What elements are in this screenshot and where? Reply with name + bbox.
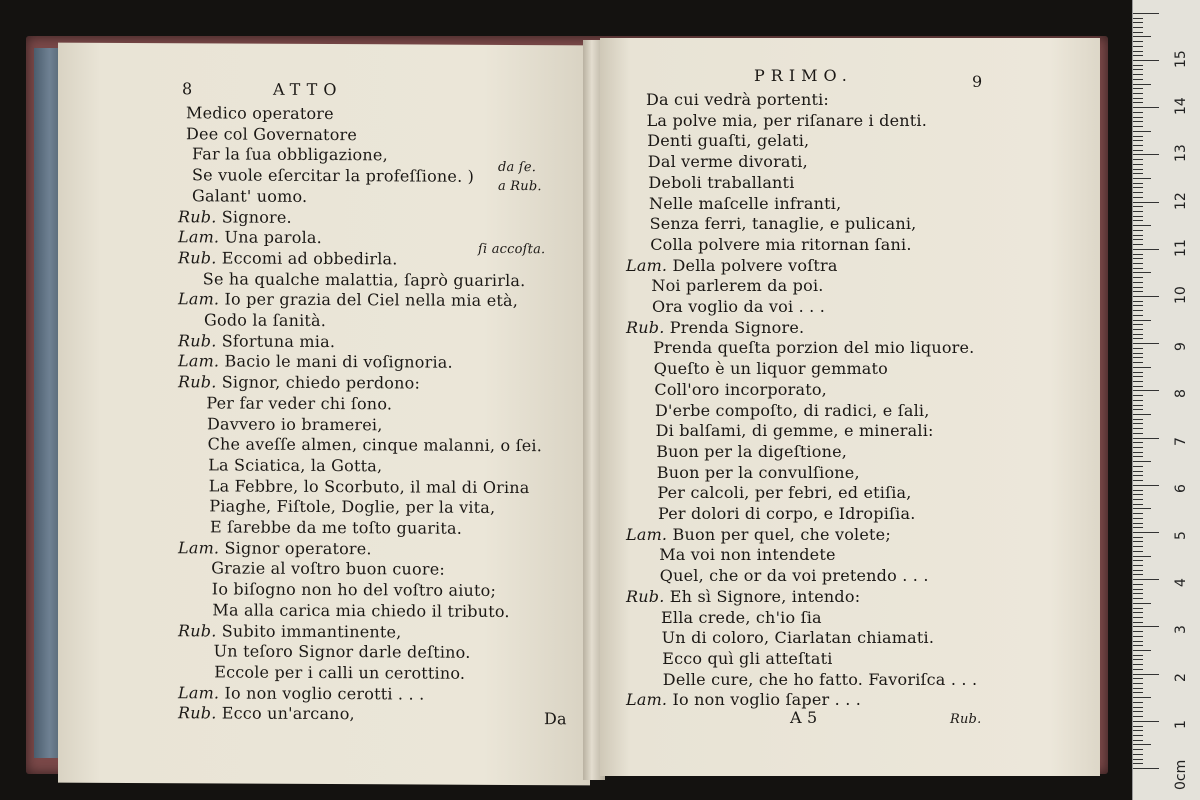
ruler-tick [1133, 692, 1143, 693]
running-head: ATTO [273, 79, 343, 100]
ruler-tick [1133, 320, 1151, 321]
ruler-tick [1133, 508, 1151, 509]
ruler-tick [1133, 763, 1143, 764]
ruler-tick [1133, 589, 1143, 590]
ruler-tick [1133, 386, 1143, 387]
ruler-tick [1133, 565, 1143, 566]
ruler-tick [1133, 754, 1143, 755]
catchword: Da [544, 709, 567, 729]
ruler-tick [1133, 310, 1143, 311]
ruler-tick [1133, 744, 1151, 745]
ruler-tick [1133, 69, 1143, 70]
scale-ruler [1132, 0, 1200, 800]
ruler-tick [1133, 433, 1143, 434]
page-number: 8 [182, 79, 199, 99]
text-line: Lam. Io non voglio cerotti . . . [178, 682, 425, 704]
ruler-tick [1133, 348, 1143, 349]
ruler-tick [1133, 608, 1143, 609]
text-line: Rub. Eh sì Signore, intendo: [626, 586, 861, 606]
text-line: Rub. Sfortuna mia. [178, 330, 336, 351]
ruler-tick [1133, 98, 1143, 99]
ruler-tick [1133, 579, 1159, 580]
text-line: Quel, che or da voi pretendo . . . [659, 566, 929, 586]
ruler-tick [1133, 631, 1143, 632]
ruler-tick [1133, 711, 1143, 712]
ruler-tick [1133, 84, 1151, 85]
ruler-tick [1133, 367, 1151, 368]
text-line: Per calcoli, per febri, ed etiſia, [657, 483, 912, 503]
text-line: Se ha qualche malattia, ſaprò guarirla. [202, 268, 526, 290]
ruler-tick [1133, 428, 1143, 429]
ruler-tick [1133, 551, 1143, 552]
ruler-tick [1133, 726, 1143, 727]
text-line: Eccole per i calli un cerottino. [214, 662, 466, 683]
ruler-tick [1133, 405, 1143, 406]
ruler-tick [1133, 287, 1143, 288]
ruler-tick [1133, 683, 1143, 684]
ruler-tick [1133, 466, 1143, 467]
text-line: Ma voi non intendete [659, 545, 836, 565]
ruler-tick [1133, 409, 1143, 410]
ruler-tick [1133, 636, 1143, 637]
ruler-tick [1133, 169, 1143, 170]
ruler-tick [1133, 263, 1143, 264]
ruler-tick [1133, 18, 1143, 19]
ruler-tick [1133, 112, 1143, 113]
ruler-tick [1133, 513, 1143, 514]
ruler-tick [1133, 244, 1143, 245]
ruler-label: 13 [1173, 144, 1189, 163]
text-line: Lam. Io per grazia del Ciel nella mia età, [178, 289, 519, 311]
ruler-tick [1133, 523, 1143, 524]
ruler-tick [1133, 353, 1143, 354]
ruler-tick [1133, 626, 1159, 627]
text-line: Dee col Governatore [186, 123, 358, 144]
text-line: Rub. Eccomi ad obbedirla. [178, 248, 398, 269]
ruler-tick [1133, 154, 1159, 155]
ruler-tick [1133, 593, 1143, 594]
text-line: Rub. Signore. [178, 206, 292, 227]
ruler-tick [1133, 334, 1143, 335]
ruler-tick [1133, 504, 1143, 505]
ruler-tick [1133, 438, 1159, 439]
ruler-tick [1133, 447, 1143, 448]
ruler-tick [1133, 768, 1159, 769]
ruler-tick [1133, 490, 1143, 491]
ruler-tick [1133, 202, 1159, 203]
text-line: Ma alla carica mia chiedo il tributo. [212, 600, 510, 621]
ruler-tick [1133, 324, 1143, 325]
text-line: Delle cure, che ho fatto. Favoriſca . . . [662, 669, 978, 689]
ruler-tick [1133, 88, 1143, 89]
ruler-tick [1133, 173, 1143, 174]
ruler-tick [1133, 362, 1143, 363]
ruler-label: 7 [1173, 436, 1189, 446]
ruler-tick [1133, 291, 1143, 292]
ruler-tick [1133, 442, 1143, 443]
ruler-label: 4 [1173, 578, 1189, 588]
ruler-tick [1133, 150, 1143, 151]
ruler-tick [1133, 225, 1151, 226]
ruler-tick [1133, 220, 1143, 221]
ruler-tick [1133, 60, 1159, 61]
ruler-tick [1133, 659, 1143, 660]
ruler-tick [1133, 121, 1143, 122]
catchword: Rub. [950, 712, 982, 727]
text-line: Buon per la convulſione, [656, 462, 860, 482]
ruler-tick [1133, 598, 1143, 599]
stage-direction: ſi accoſta. [478, 241, 546, 258]
stage-direction: a Rub. [498, 178, 542, 195]
ruler-tick [1133, 79, 1143, 80]
ruler-label: 6 [1173, 483, 1189, 493]
text-line: Prenda queſta porzion del mio liquore. [653, 338, 975, 358]
ruler-tick [1133, 41, 1143, 42]
ruler-tick [1133, 338, 1143, 339]
ruler-tick [1133, 381, 1143, 382]
text-line: Davvero io bramerei, [207, 413, 383, 434]
ruler-tick [1133, 641, 1143, 642]
blue-endpaper-edge [34, 48, 60, 758]
ruler-tick [1133, 452, 1143, 453]
ruler-tick [1133, 716, 1143, 717]
ruler-tick [1133, 211, 1143, 212]
ruler-tick [1133, 197, 1143, 198]
ruler-tick [1133, 296, 1159, 297]
ruler-tick [1133, 305, 1143, 306]
ruler-tick [1133, 541, 1143, 542]
ruler-tick [1133, 650, 1151, 651]
ruler-tick [1133, 183, 1143, 184]
ruler-tick [1133, 674, 1159, 675]
left-page [58, 43, 590, 786]
ruler-tick [1133, 499, 1143, 500]
ruler-tick [1133, 390, 1159, 391]
ruler-tick [1133, 102, 1143, 103]
ruler-tick [1133, 126, 1143, 127]
ruler-tick [1133, 740, 1143, 741]
ruler-label: 9 [1173, 342, 1189, 352]
ruler-tick [1133, 480, 1143, 481]
text-line: Coll'oro incorporato, [654, 379, 827, 399]
ruler-tick [1133, 461, 1151, 462]
ruler-tick [1133, 584, 1143, 585]
ruler-tick [1133, 329, 1143, 330]
ruler-tick [1133, 556, 1151, 557]
ruler-tick [1133, 65, 1143, 66]
text-line: Lam. Buon per quel, che volete; [626, 524, 891, 544]
running-head: PRIMO. [754, 66, 853, 85]
text-line: Che aveſſe almen, cinque malanni, o ſei. [207, 434, 542, 456]
text-line: La Sciatica, la Gotta, [208, 455, 383, 476]
text-line: Rub. Subito immantinente, [178, 620, 402, 641]
right-page [600, 38, 1100, 776]
ruler-tick [1133, 688, 1143, 689]
text-line: Queſto è un liquor gemmato [653, 359, 889, 379]
ruler-tick [1133, 730, 1143, 731]
ruler-tick [1133, 357, 1143, 358]
text-line: La Febbre, lo Scorbuto, il mal di Orina [208, 475, 530, 497]
ruler-tick [1133, 32, 1143, 33]
ruler-tick [1133, 485, 1159, 486]
text-line: Galant' uomo. [192, 186, 308, 206]
stage-direction: da ſe. [498, 159, 537, 176]
ruler-tick [1133, 414, 1151, 415]
text-line: Rub. Ecco un'arcano, [178, 703, 355, 724]
ruler-tick [1133, 721, 1159, 722]
ruler-tick [1133, 192, 1143, 193]
ruler-tick [1133, 603, 1151, 604]
text-line: Per dolori di corpo, e Idropiſia. [658, 504, 916, 523]
ruler-label: 14 [1173, 97, 1189, 116]
text-line: Lam. Signor operatore. [178, 537, 372, 558]
ruler-tick [1133, 527, 1143, 528]
ruler-tick [1133, 532, 1159, 533]
ruler-label: 5 [1173, 531, 1189, 540]
ruler-tick [1133, 471, 1143, 472]
ruler-tick [1133, 249, 1159, 250]
ruler-tick [1133, 655, 1143, 656]
text-line: Lam. Io non voglio ſaper . . . [626, 690, 862, 710]
ruler-tick [1133, 282, 1143, 283]
ruler-tick [1133, 456, 1143, 457]
ruler-tick [1133, 749, 1143, 750]
ruler-tick [1133, 22, 1143, 23]
text-line: D'erbe compoſto, di radici, e ſali, [655, 400, 930, 420]
text-line: Di balſami, di gemme, e minerali: [655, 421, 934, 441]
ruler-tick [1133, 518, 1143, 519]
ruler-tick [1133, 537, 1143, 538]
text-line: Piaghe, Fiſtole, Doglie, per la vita, [209, 496, 496, 518]
text-line: Medico operatore [186, 103, 334, 124]
text-line: Buon per la digeſtione, [656, 441, 848, 461]
text-line: Grazie al voſtro buon cuore: [211, 558, 445, 580]
text-line: Lam. Della polvere voſtra [626, 255, 838, 275]
text-line: Deboli traballanti [648, 172, 795, 192]
ruler-label: 11 [1173, 238, 1189, 257]
signature-mark: A 5 [790, 708, 818, 727]
text-line: Ora voglio da voi . . . [652, 297, 826, 316]
ruler-tick [1133, 570, 1143, 571]
ruler-tick [1133, 27, 1143, 28]
ruler-tick [1133, 707, 1143, 708]
ruler-tick [1133, 376, 1143, 377]
ruler-tick [1133, 400, 1143, 401]
ruler-tick [1133, 239, 1143, 240]
ruler-tick [1133, 136, 1143, 137]
text-line: Lam. Una parola. [178, 227, 322, 248]
text-line: E ſarebbe da me toſto guarita. [210, 517, 463, 538]
text-line: Per far veder chi ſono. [206, 393, 393, 414]
text-line: Un teſoro Signor darle deſtino. [213, 641, 471, 662]
text-line: Dal verme divorati, [647, 152, 808, 172]
page-number: 9 [972, 72, 989, 91]
text-line: Noi parlerem da poi. [651, 276, 824, 296]
text-line: Rub. Prenda Signore. [626, 317, 805, 337]
ruler-tick [1133, 423, 1143, 424]
ruler-label: 2 [1173, 672, 1189, 682]
ruler-label: 1 [1173, 719, 1189, 729]
ruler-tick [1133, 216, 1143, 217]
text-line: Nelle maſcelle infranti, [649, 193, 842, 213]
ruler-tick [1133, 546, 1143, 547]
ruler-tick [1133, 235, 1143, 236]
text-line: Ecco quì gli atteſtati [662, 648, 833, 668]
ruler-label: 3 [1173, 625, 1189, 635]
text-line: Se vuole eſercitar la profeſſione. ) [192, 165, 475, 186]
ruler-label: 0cm [1173, 759, 1189, 790]
ruler-tick [1133, 277, 1143, 278]
ruler-tick [1133, 475, 1143, 476]
ruler-tick [1133, 13, 1159, 14]
ruler-tick [1133, 55, 1143, 56]
ruler-tick [1133, 617, 1143, 618]
text-line: Godo la ſanità. [204, 310, 327, 331]
ruler-tick [1133, 343, 1159, 344]
ruler-tick [1133, 268, 1143, 269]
text-line: Da cui vedrà portenti: [646, 90, 830, 109]
ruler-tick [1133, 645, 1143, 646]
text-line: Colla polvere mia ritornan ſani. [650, 234, 912, 254]
text-line: Io biſogno non ho del voſtro aiuto; [211, 579, 497, 600]
ruler-tick [1133, 164, 1143, 165]
ruler-label: 10 [1173, 286, 1189, 304]
ruler-tick [1133, 272, 1151, 273]
text-line: Senza ferri, tanaglie, e pulicani, [649, 214, 917, 234]
ruler-tick [1133, 622, 1143, 623]
ruler-tick [1133, 140, 1143, 141]
ruler-tick [1133, 74, 1143, 75]
ruler-tick [1133, 735, 1143, 736]
ruler-tick [1133, 93, 1143, 94]
ruler-label: 15 [1173, 50, 1189, 68]
ruler-tick [1133, 664, 1143, 665]
ruler-tick [1133, 697, 1151, 698]
ruler-tick [1133, 254, 1143, 255]
ruler-label: 12 [1173, 191, 1189, 210]
text-line: Far la ſua obbligazione, [192, 144, 388, 165]
ruler-tick [1133, 301, 1143, 302]
ruler-tick [1133, 187, 1143, 188]
text-line: Un di coloro, Ciarlatan chiamati. [661, 628, 935, 648]
ruler-tick [1133, 131, 1151, 132]
ruler-tick [1133, 315, 1143, 316]
ruler-tick [1133, 395, 1143, 396]
ruler-label: 8 [1173, 389, 1189, 399]
ruler-tick [1133, 669, 1143, 670]
ruler-tick [1133, 107, 1159, 108]
ruler-tick [1133, 51, 1143, 52]
ruler-tick [1133, 159, 1143, 160]
ruler-tick [1133, 46, 1143, 47]
ruler-tick [1133, 372, 1143, 373]
ruler-tick [1133, 759, 1143, 760]
text-line: Rub. Signor, chiedo perdono: [178, 372, 421, 393]
text-line: La polve mia, per riſanare i denti. [646, 110, 927, 130]
ruler-tick [1133, 560, 1143, 561]
text-line: Ella crede, ch'io ſia [661, 607, 822, 627]
ruler-tick [1133, 117, 1143, 118]
ruler-tick [1133, 574, 1143, 575]
ruler-tick [1133, 612, 1143, 613]
ruler-tick [1133, 206, 1143, 207]
ruler-tick [1133, 419, 1143, 420]
ruler-tick [1133, 258, 1143, 259]
ruler-tick [1133, 178, 1151, 179]
ruler-tick [1133, 145, 1143, 146]
text-line: Denti guaſti, gelati, [647, 131, 810, 151]
ruler-tick [1133, 36, 1151, 37]
text-line: Lam. Bacio le mani di voſignoria. [178, 351, 453, 373]
ruler-tick [1133, 678, 1143, 679]
ruler-tick [1133, 702, 1143, 703]
ruler-tick [1133, 494, 1143, 495]
ruler-tick [1133, 230, 1143, 231]
